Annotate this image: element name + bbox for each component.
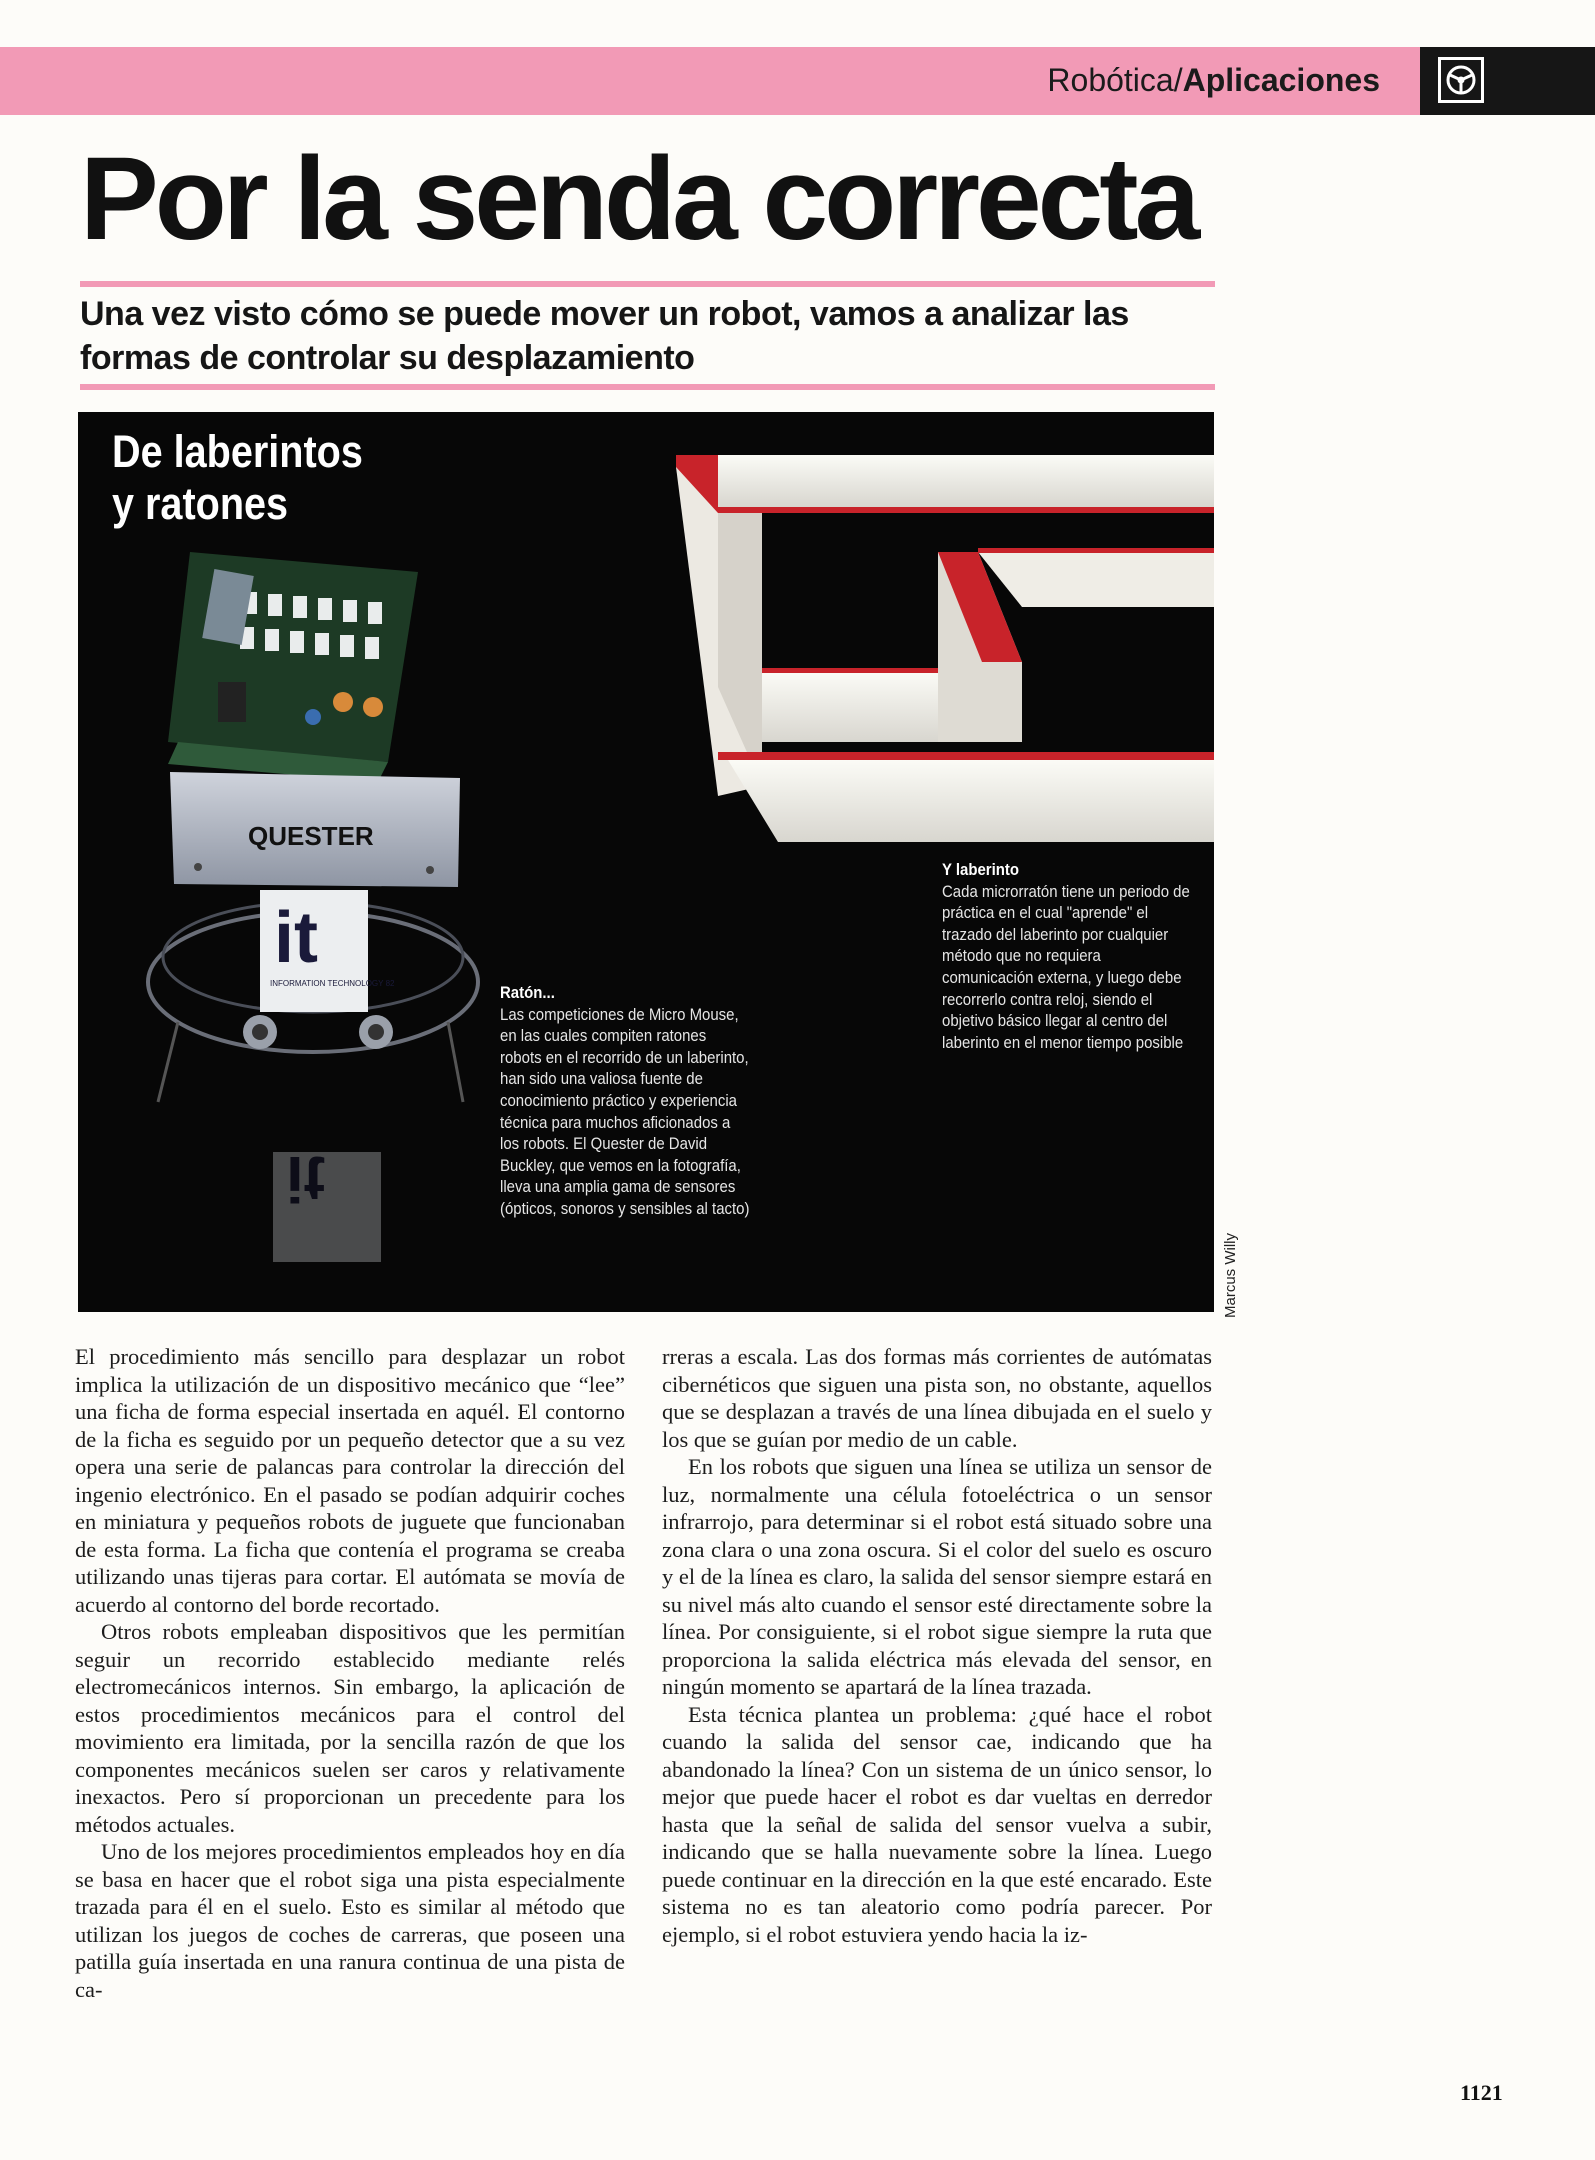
robot-badge-sub: INFORMATION TECHNOLOGY 82 <box>270 979 395 988</box>
body-paragraph: En los robots que siguen una línea se utiliza un sensor de luz, normalmente una célula fotoeléctrica o un sensor infrarrojo, para determinar si el robot está situado sobre una zona clara o una zona oscura. Si el color del suelo es oscuro y el de la línea es claro, la salida del sensor siempre estará en su nivel más alto cuando el sensor esté directamente sobre la línea. Por consiguiente, si el robot sigue siempre la ruta que proporciona la salida eléctrica más elevada del sensor, en ningún momento se apartará de la línea trazada. <box>662 1454 1212 1699</box>
caption-maze-title: Y laberinto <box>942 860 1020 879</box>
photo-heading <box>112 426 363 530</box>
body-column-left <box>75 1343 625 2003</box>
body-paragraph: El procedimiento más sencillo para desplazar un robot implica la utilización de un dispositivo mecánico que “lee” una ficha de forma especial insertada en aquél. El contorno de la ficha es seguido por un pequeño detector que a su vez opera una serie de palancas para controlar la dirección del ingenio electrónico. En el pasado se podían adquirir coches en miniatura y pequeños robots de juguete que funcionaban de esta forma. La ficha que contenía el programa se creaba utilizando unas tijeras para cortar. El autómata se movía de acuerdo al contorno del borde recortado. <box>75 1344 625 1617</box>
section-name: Aplicaciones <box>1182 62 1380 98</box>
caption-mouse-text: Las competiciones de Micro Mouse, en las cuales compiten ratones robots en el recorrido de un laberinto, han sido una valiosa fuente de conocimiento práctico y experiencia técnica para muchos aficionados a los robots. El Quester de David Buckley, que vemos en la fotografía, lleva una amplia gama de sensores (ópticos, sonoros y sensibles al tacto) <box>500 1004 750 1218</box>
body-paragraph: Otros robots empleaban dispositivos que les permitían seguir un recorrido establecido mediante relés electromecánicos internos. Sin embargo, la aplicación de estos procedimientos mecánicos para el control del movimiento era limitada, por la sencilla razón de que los componentes mecánicos suelen ser caros y relativamente inexactos. Pero sí proporcionan un precedente para los métodos actuales. <box>75 1619 625 1837</box>
subtitle-rule <box>80 384 1215 390</box>
robot-badge: it <box>274 898 318 978</box>
title-rule <box>80 281 1215 287</box>
caption-mouse-title: Ratón... <box>500 983 555 1002</box>
section-label <box>1047 62 1380 99</box>
body-column-right <box>662 1343 1212 1948</box>
page-subtitle: Una vez visto cómo se puede mover un robot, vamos a analizar las formas de controlar su desplazamiento <box>80 295 1129 377</box>
robot-badge-reflection: it <box>286 1143 326 1215</box>
body-paragraph: rreras a escala. Las dos formas más corrientes de autómatas cibernéticos que siguen una pista son, no obstante, aquellos que se desplazan a través de una línea dibujada en el suelo y los que se guían por medio de un cable. <box>662 1344 1212 1452</box>
steering-wheel-icon <box>1438 57 1484 103</box>
robot-label: QUESTER <box>248 821 374 851</box>
maze-walls <box>676 455 1214 842</box>
quester-robot <box>148 552 478 1262</box>
caption-mouse <box>500 982 751 1220</box>
photo-heading-line2: y ratones <box>112 478 289 529</box>
photo-credit: Marcus Willy <box>1222 1233 1239 1318</box>
section-prefix: Robótica/ <box>1047 62 1183 98</box>
header-corner-box <box>1420 47 1595 115</box>
photo-panel <box>78 412 1214 1312</box>
body-paragraph: Esta técnica plantea un problema: ¿qué hace el robot cuando la salida del sensor cae, indicando que ha abandonado la línea? Con un sistema de un único sensor, lo mejor que puede hacer el robot es dar vueltas en derredor hasta que la señal de salida del sensor vuelva a subir, indicando que se halla nuevamente sobre la línea. Luego puede continuar en la dirección en la que esté encarado. Este sistema no es tan aleatorio como podría parecer. Por ejemplo, si el robot estuviera yendo hacia la iz- <box>662 1701 1212 1947</box>
caption-maze-text: Cada microrratón tiene un periodo de práctica en el cual "aprende" el trazado del laberinto por cualquier método que no requiera comunicación externa, y luego debe recorrerlo contra reloj, siendo el objetivo básico llegar al centro del laberinto en el menor tiempo posible <box>942 881 1190 1052</box>
caption-maze <box>942 859 1193 1053</box>
page-number: 1121 <box>1460 2080 1503 2105</box>
body-paragraph: Uno de los mejores procedimientos empleados hoy en día se basa en hacer que el robot siga una pista especialmente trazada para él en el suelo. Esto es similar al método que utilizan los juegos de coches de carreras, que poseen una patilla guía insertada en una ranura continua de una pista de ca- <box>75 1839 625 2002</box>
photo-heading-line1: De laberintos <box>112 426 363 477</box>
page-title: Por la senda correcta <box>80 133 1197 265</box>
